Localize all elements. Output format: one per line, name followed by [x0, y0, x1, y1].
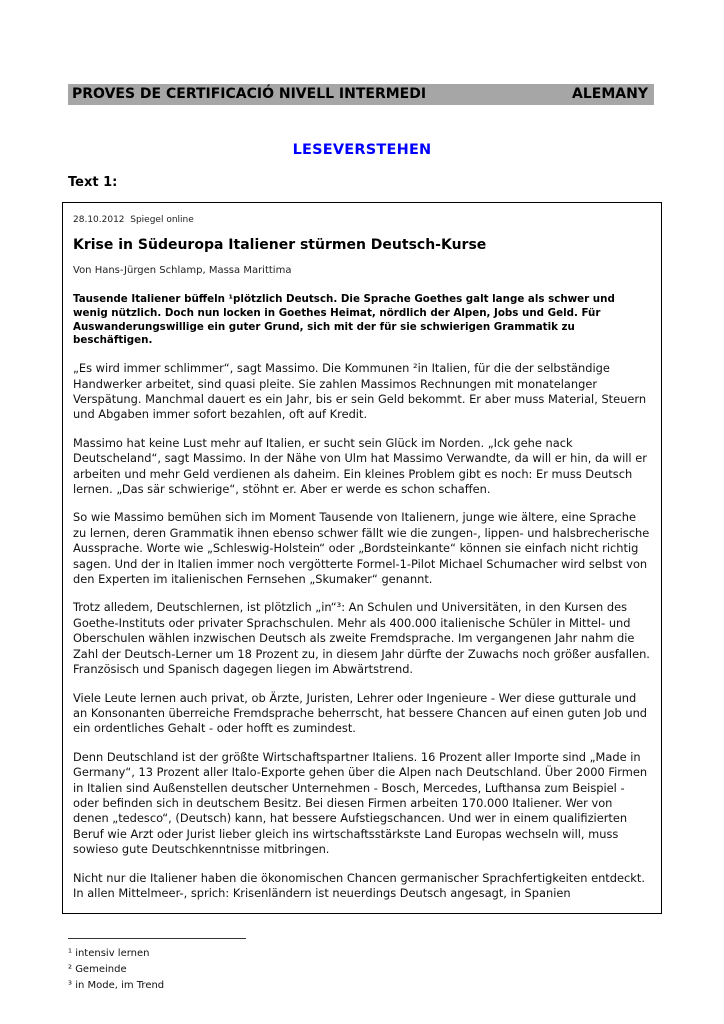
article-paragraph-2: Massimo hat keine Lust mehr auf Italien, er sucht sein Glück im Norden. „Ick gehe nack Deutscheland“, sagt Massimo. In der Nähe von Ulm hat Massimo Verwandte, da will er hin, da will er arbeiten und mehr Geld verdienen als daheim. Ein kleines Problem gibt es noch: Er muss Deutsch lernen. „Das sär schwierige“, stöhnt er. Aber er werde es schon schaffen.	[73, 435, 647, 497]
article-paragraph-6: Denn Deutschland ist der größte Wirtschaftspartner Italiens. 16 Prozent aller Importe sind „Made in Germany“, 13 Prozent aller Italo-Exporte gehen über die Alpen nach Deutschland. Über 2000 Firmen in Italien sind Außenstellen deutscher Unternehmen - Bosch, Mercedes, Lufthansa zum Beispiel - oder befinden sich in deutschem Besitz. Bei diesen Firmen arbeiten 170.000 Italiener. Wer von denen „tedesco“, (Deutsch) kann, hat bessere Aufstiegschancen. Und wer in einem qualifizierten Beruf wie Arzt oder Jurist lieber gleich ins wirtschaftsstärkste Land Europas wechseln will, muss sowieso gute Deutschkenntnisse mitbringen.	[73, 749, 648, 857]
footnote-2: ² Gemeinde	[68, 964, 127, 976]
header-title: PROVES DE CERTIFICACIÓ NIVELL INTERMEDI	[72, 86, 427, 102]
header-bar	[68, 84, 654, 105]
section-title: LESEVERSTEHEN	[292, 142, 432, 158]
article-paragraph-4: Trotz alledem, Deutschlernen, ist plötzlich „in“³: An Schulen und Universitäten, in den Kursen des Goethe-Instituts oder privater Sprachschulen. Mehr als 400.000 italienische Schüler in Mittel- und Oberschulen wählen inzwischen Deutsch als zweite Fremdsprache. Im vergangenen Jahr nahm die Zahl der Deutsch-Lerner um 18 Prozent zu, in diesem Jahr dürfte der Zuwachs noch größer ausfallen. Französisch und Spanisch dagegen liegen im Abwärtstrend.	[73, 600, 650, 677]
footnotes-section	[68, 938, 662, 994]
article-paragraph-1: „Es wird immer schlimmer“, sagt Massimo. Die Kommunen ²in Italien, für die der selbständige Handwerker arbeitet, sind quasi pleite. Sie zahlen Massimos Rechnungen mit monatelanger Verspätung. Manchmal dauert es ein Jahr, bis er sein Geld bekommt. Er aber muss Material, Steuern und Abgaben immer sofort bezahlen, oft auf Kredit.	[73, 361, 647, 422]
article-byline: Von Hans-Jürgen Schlamp, Massa Marittima	[73, 265, 292, 276]
header-subject: ALEMANY	[572, 86, 648, 102]
footnote-separator	[68, 938, 246, 939]
article-box	[62, 202, 662, 914]
content-column	[62, 0, 662, 994]
footnote-3: ³ in Mode, im Trend	[68, 980, 165, 992]
article-lead-paragraph: Tausende Italiener büffeln ¹plötzlich Deutsch. Die Sprache Goethes galt lange als schwer und wenig nützlich. Doch nun locken in Goethes Heimat, nördlich der Alpen, Jobs und Geld. Für Auswanderungswillige ein guter Grund, sich mit der für sie schwierigen Grammatik zu beschäftigen.	[73, 293, 615, 347]
text-label: Text 1:	[68, 175, 118, 190]
footnote-1: ¹ intensiv lernen	[68, 948, 150, 960]
article-title: Krise in Südeuropa Italiener stürmen Deutsch-Kurse	[73, 237, 487, 253]
article-paragraph-5: Viele Leute lernen auch privat, ob Ärzte, Juristen, Lehrer oder Ingenieure - Wer diese gutturale und an Konsonanten überreiche Fremdsprache beherrscht, hat bessere Chancen auf einen guten Job und ein ordentliches Gehalt - oder hofft es zumindest.	[73, 690, 648, 736]
article-dateline: 28.10.2012 Spiegel online	[73, 215, 194, 225]
article-paragraph-7: Nicht nur die Italiener haben die ökonomischen Chancen germanischer Sprachfertigkeiten entdeckt. In allen Mittelmeer-, sprich: Krisenländern ist neuerdings Deutsch angesagt, in Spanien	[73, 870, 645, 900]
article-paragraph-3: So wie Massimo bemühen sich im Moment Tausende von Italienern, junge wie ältere, eine Sprache zu lernen, deren Grammatik ihnen ebenso schwer fällt wie die zungen-, lippen- und halsbrecherische Aussprache. Worte wie „Schleswig-Holstein“ oder „Bordsteinkante“ können sie einfach nicht richtig sagen. Und der in Italien immer noch vergötterte Formel-1-Pilot Michael Schumacher wird selbst von den Experten im italienischen Fernsehen „Skumaker“ genannt.	[73, 510, 650, 587]
